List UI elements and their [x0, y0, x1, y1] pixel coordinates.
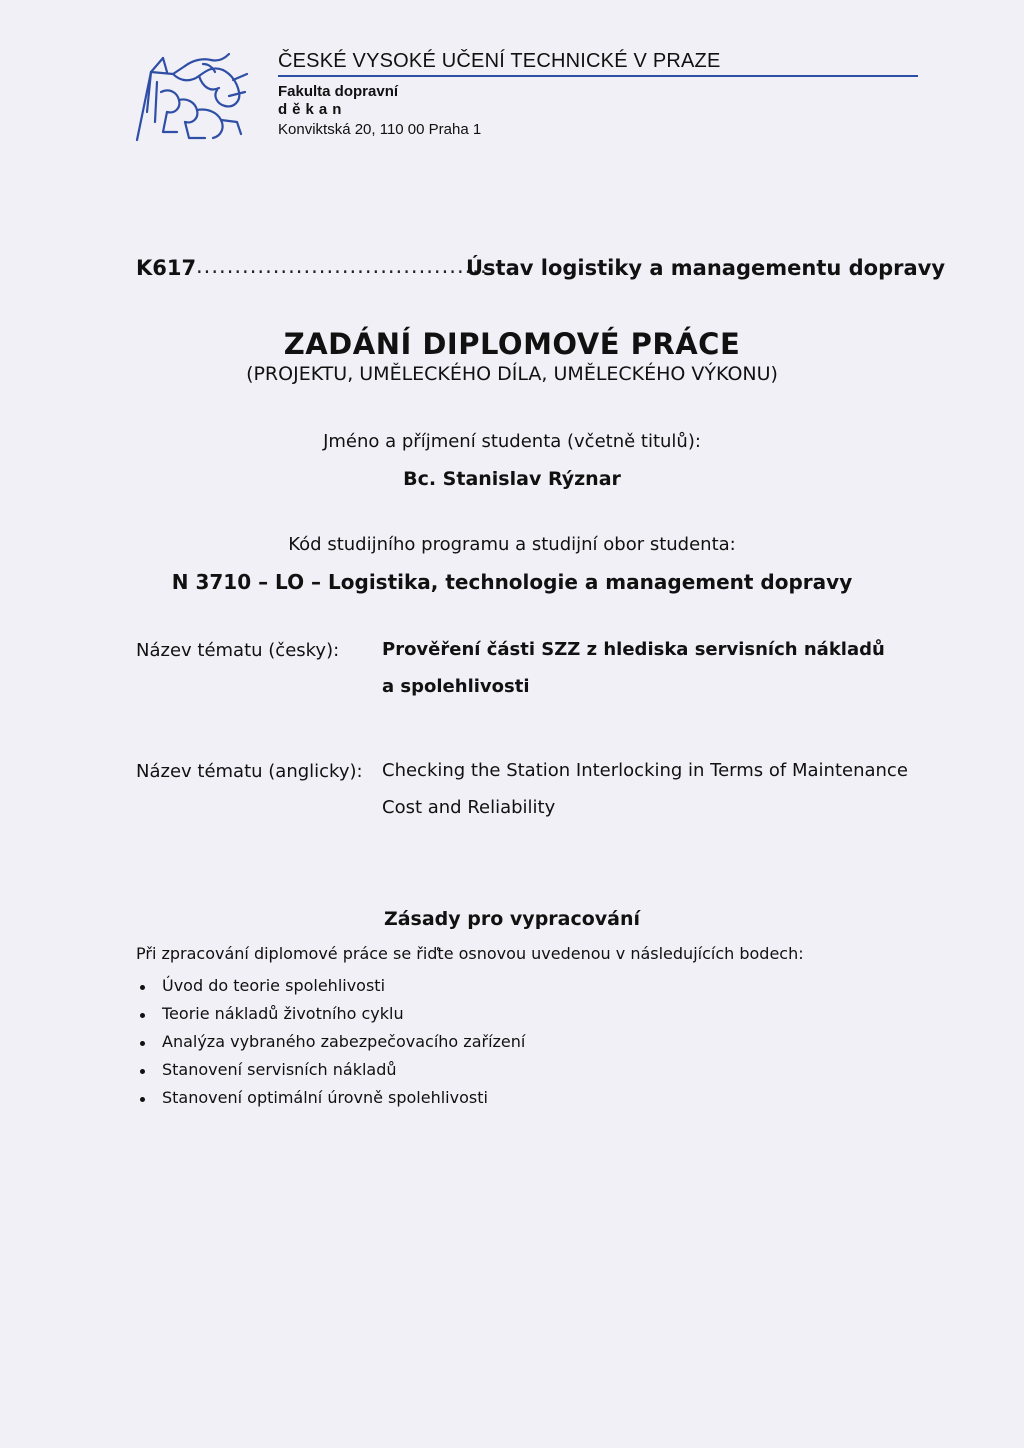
list-item: Analýza vybraného zabezpečovacího zařízení: [136, 1028, 525, 1056]
document-subtitle: (PROJEKTU, UMĚLECKÉHO DÍLA, UMĚLECKÉHO VÝKONU): [246, 363, 778, 385]
topic-czech-label: Název tématu (česky):: [136, 640, 340, 661]
topic-english-label: Název tématu (anglicky):: [136, 761, 363, 782]
list-item: Teorie nákladů životního cyklu: [136, 1000, 525, 1028]
university-lion-logo-icon: [133, 52, 251, 144]
faculty-address: Konviktská 20, 110 00 Praha 1: [278, 121, 482, 138]
list-item: Stanovení optimální úrovně spolehlivosti: [136, 1084, 525, 1112]
list-item: Stanovení servisních nákladů: [136, 1056, 525, 1084]
header-divider: [278, 75, 918, 77]
topic-czech-line-1: Prověření části SZZ z hlediska servisních nákladů: [382, 639, 885, 660]
study-program-value: N 3710 – LO – Logistika, technologie a management dopravy: [171, 570, 853, 594]
guidelines-intro: Při zpracování diplomové práce se řiďte osnovou uvedenou v následujících bodech:: [136, 944, 804, 963]
topic-czech-line-2: a spolehlivosti: [382, 676, 530, 697]
dean-label: děkan: [278, 101, 347, 118]
institute-code: K617: [136, 256, 197, 280]
faculty-name: Fakulta dopravní: [278, 83, 399, 100]
list-item: Úvod do teorie spolehlivosti: [136, 972, 525, 1000]
university-name: ČESKÉ VYSOKÉ UČENÍ TECHNICKÉ V PRAZE: [278, 50, 721, 72]
topic-english-value: [382, 752, 942, 826]
guidelines-heading: Zásady pro vypracování: [383, 908, 641, 930]
student-name: Bc. Stanislav Rýznar: [403, 468, 621, 490]
student-name-label: Jméno a příjmení studenta (včetně titulů):: [323, 431, 701, 452]
study-program-label: Kód studijního programu a studijní obor studenta:: [288, 534, 736, 555]
topic-english-line-2: Cost and Reliability: [382, 797, 556, 818]
institute-dot-leader: ......................................: [196, 254, 488, 278]
topic-english-line-1: Checking the Station Interlocking in Terms of Maintenance: [382, 760, 908, 781]
guidelines-list: [136, 972, 525, 1112]
document-title: ZADÁNÍ DIPLOMOVÉ PRÁCE: [283, 327, 741, 361]
topic-czech-value: [382, 631, 942, 705]
institute-name: Ústav logistiky a managementu dopravy: [466, 256, 946, 280]
